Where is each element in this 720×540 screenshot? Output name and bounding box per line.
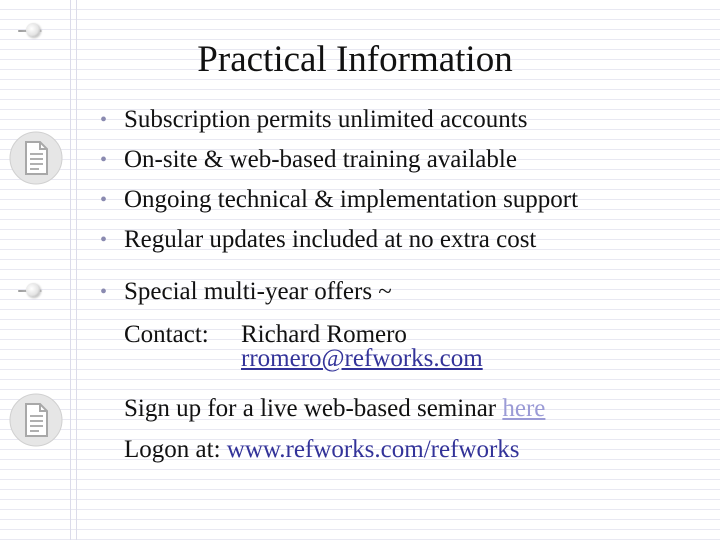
special-offer-block [100,272,392,312]
seminar-here-link[interactable]: here [502,395,546,422]
seminar-line [124,394,545,424]
bullet-item: • On-site & web-based training available [100,140,700,180]
bullet-item: • Subscription permits unlimited accounts [100,100,700,140]
special-offer-bullet: • Special multi-year offers ~ [100,272,392,312]
logon-line [124,435,520,465]
bullet-item: • Regular updates included at no extra cost [100,220,700,260]
document-icon [8,392,64,448]
bullet-list [100,100,700,260]
contact-name: Richard Romero [241,321,407,348]
logon-label: Logon at: [124,436,227,463]
margin-line [70,0,71,540]
contact-label: Contact: [124,321,209,348]
binder-ring-icon [26,283,40,297]
slide-title: Practical Information [197,39,513,80]
margin-line [76,0,77,540]
binder-ring-icon [26,23,40,37]
logon-url-link[interactable]: www.refworks.com/refworks [226,436,520,463]
seminar-text: Sign up for a live web-based seminar [124,395,503,422]
contact-email-link[interactable]: rromero@refworks.com [241,345,483,372]
bullet-item: • Ongoing technical & implementation support [100,180,700,220]
document-icon [8,130,64,186]
